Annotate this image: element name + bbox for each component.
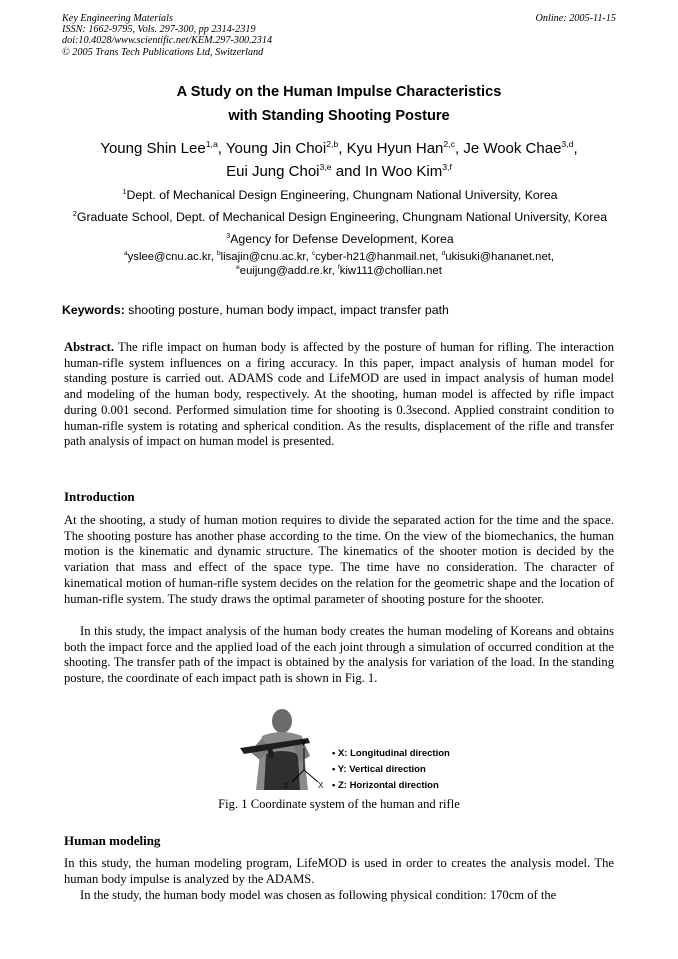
legend-item-y: • Y: Vertical direction — [332, 764, 426, 775]
abstract — [64, 340, 614, 450]
introduction-paragraph-2: In this study, the impact analysis of the human body creates the human modeling of Koreans and obtains both the impact force and the applied load of the each joint through a simulation of occurred condition at the shooting. The transfer path of the impact is obtained by the analysis for variation of the load. In the standing posture, the coordinate of each impact path is shown in Fig. 1. — [64, 624, 614, 686]
author-sup: 1,a — [205, 139, 218, 149]
online-date: Online: 2005-11-15 — [535, 13, 616, 24]
title-line-2: with Standing Shooting Posture — [228, 108, 450, 124]
author-separator: , — [338, 140, 343, 157]
doi-line: doi:10.4028/www.scientific.net/KEM.297-300.2314 — [62, 35, 273, 47]
author-name: Je Wook Chae — [463, 140, 562, 157]
author-name: Young Jin Choi — [225, 140, 327, 157]
affiliation-3 — [60, 232, 620, 246]
email-link[interactable]: ukisuki@hananet.net, — [445, 251, 555, 263]
introduction-paragraph-1: At the shooting, a study of human motion requires to divide the separated action for the time and the space. The shooting posture has another phase according to the time. On the view of the biomechanics, the human motion is the kinematic and dynamic structure. The kinematics of the shooter motion is decided by the variation that mass and effect of the space type. The time have no consideration. The character of kinematical motion of human-rifle system decides on the relation for the geometric shape and the location of human-rifle system. The study draws the optimal parameter of shooting posture for the shooter. — [64, 513, 614, 606]
author-name: In Woo Kim — [364, 163, 443, 180]
axis-z-label: z — [284, 781, 288, 790]
journal-name: Key Engineering Materials — [62, 13, 173, 24]
author-list — [62, 137, 616, 183]
axis-y-label: Y — [301, 739, 307, 748]
author-separator: , — [573, 140, 578, 157]
affiliation-sup: 1 — [122, 187, 127, 196]
author-sup: 3,e — [319, 162, 332, 172]
author-name: Young Shin Lee — [100, 140, 206, 157]
email-block — [62, 250, 616, 278]
email-link[interactable]: kiw111@chollian.net — [339, 265, 442, 277]
author-line-1 — [62, 137, 616, 160]
author-separator: , — [217, 140, 222, 157]
email-sup: a — [123, 250, 128, 258]
email-link[interactable]: cyber-h21@hanmail.net — [315, 251, 436, 263]
legend-item-x: • X: Longitudinal direction — [332, 748, 450, 759]
author-sup: 3,d — [561, 139, 574, 149]
email-sup: e — [236, 264, 240, 272]
affiliation-text: Agency for Defense Development, Korea — [230, 232, 454, 246]
section-heading-human-modeling: Human modeling — [64, 833, 161, 848]
human-modeling-paragraph-2: In the study, the human body model was chosen as following physical condition: 170cm of the — [80, 888, 557, 902]
author-sup: 2,b — [326, 139, 339, 149]
affiliation-text: Dept. of Mechanical Design Engineering, Chungnam National University, Korea — [126, 188, 558, 202]
author-name: Eui Jung Choi — [226, 163, 320, 180]
email-line-2: $^e$euijung@add.re.kr, $^f$kiw111@chollian.net — [236, 264, 442, 277]
affiliation-1 — [60, 188, 620, 202]
affiliation-2 — [60, 210, 620, 224]
email-link[interactable]: yslee@cnu.ac.kr — [127, 251, 211, 263]
author-name: Kyu Hyun Han — [346, 140, 444, 157]
figure-caption: Fig. 1 Coordinate system of the human and rifle — [218, 797, 460, 811]
email-link[interactable]: lisajin@cnu.ac.kr — [220, 251, 306, 263]
title-line-1: A Study on the Human Impulse Characteristics — [176, 84, 502, 100]
issn-line: ISSN: 1662-9795, Vols. 297-300, pp 2314-2319 — [62, 24, 256, 36]
section-heading-introduction: Introduction — [64, 489, 135, 504]
head-shape — [272, 709, 292, 733]
figure-1 — [238, 708, 450, 792]
email-link[interactable]: euijung@add.re.kr — [239, 265, 332, 277]
email-sup: d — [441, 250, 446, 258]
email-sup: c — [311, 250, 316, 258]
email-line-1: $^a$yslee@cnu.ac.kr, $^b$lisajin@cnu.ac.kr, $^c$cyber-h21@hanmail.net, $^d$ukisuki@hananet.net, — [123, 250, 555, 263]
axis-x-label: X — [318, 781, 324, 790]
email-sup: b — [216, 250, 221, 258]
figure-legend — [332, 746, 450, 794]
paper-title — [62, 80, 616, 128]
affiliation-sup: 2 — [72, 209, 77, 218]
author-separator: , — [454, 140, 460, 157]
shooter-figure-image — [238, 708, 332, 792]
keywords-label: Keywords: — [62, 303, 125, 317]
abstract-label: Abstract. — [64, 340, 115, 354]
human-modeling-paragraph-1: In this study, the human modeling program, LifeMOD is used in order to creates the analysis model. The human body impulse is analyzed by the ADAMS. — [64, 856, 614, 886]
author-sup: 2,c — [443, 139, 455, 149]
affiliation-sup: 3 — [226, 231, 231, 240]
legend-item-z: • Z: Horizontal direction — [332, 780, 439, 791]
keywords — [62, 303, 616, 317]
author-line-2 — [62, 160, 616, 183]
author-sup: 3,f — [442, 162, 452, 172]
abstract-text: The rifle impact on human body is affected by the posture of human for rifling. The interaction human-rifle system influences on a firing accuracy. In this paper, impact analysis of human model for standing posture is carried out. ADAMS code and LifeMOD are used in impact analysis of human model and modeling of the human body, respectively. At the shooting, human model is affected by rifle impact during 0.001 second. Performed simulation time for shooting is 0.3second. Applied constraint condition to human-rifle system is rotating and spherical condition. As the results, displacement of the rifle and transfer path analysis of impact on human model is presented. — [64, 340, 614, 449]
keywords-text: shooting posture, human body impact, impact transfer path — [124, 303, 449, 317]
journal-header — [62, 13, 616, 58]
author-and: and — [331, 163, 365, 180]
copyright-line: © 2005 Trans Tech Publications Ltd, Switzerland — [62, 46, 264, 58]
affiliation-text: Graduate School, Dept. of Mechanical Design Engineering, Chungnam National University, Korea — [76, 210, 608, 224]
email-sup: f — [337, 264, 340, 272]
